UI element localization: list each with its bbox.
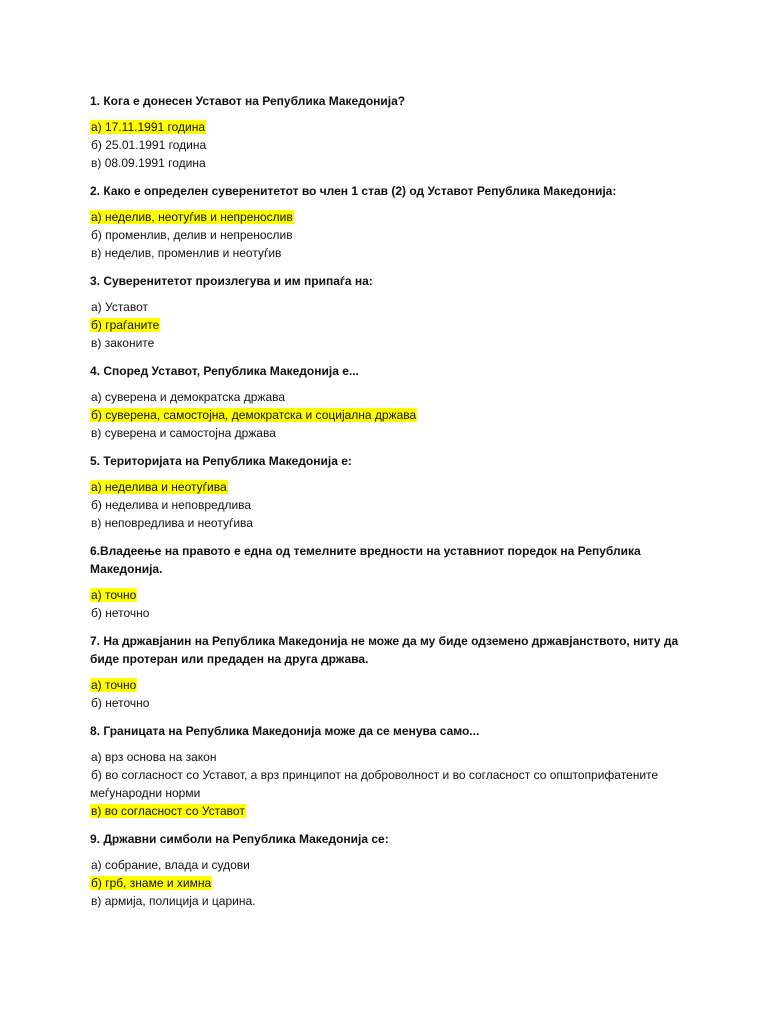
question-3 [90,272,690,352]
answer-text-highlighted: б) суверена, самостојна, демократска и социјална држава [91,408,417,422]
answer-text: б) променлив, делив и непренослив [91,228,293,242]
answer-item [90,334,690,352]
question-title: 5. Територијата на Република Македонија е: [90,454,352,468]
answer-item [90,676,690,694]
answer-text: в) неделив, променлив и неотуѓив [91,246,282,260]
answer-item [90,496,690,514]
answer-text: в) армија, полиција и царина. [91,894,256,908]
answer-text: а) Уставот [91,300,149,314]
answer-text: а) суверена и демократска држава [91,390,286,404]
answer-text-highlighted: а) точно [91,588,137,602]
question-title: 2. Како е определен суверенитетот во член 1 став (2) од Уставот Република Македонија: [90,184,617,198]
answer-list [90,388,690,442]
question-title: 7. На државјанин на Република Македонија не може да му биде одземено државјанството, ниту да биде протеран или предаден на друга држава. [90,634,679,666]
question-4 [90,362,690,442]
document-page [90,92,690,920]
answer-text: а) собрание, влада и судови [91,858,250,872]
answer-item [90,478,690,496]
question-6 [90,542,690,622]
answer-text: в) законите [91,336,155,350]
answer-item [90,406,690,424]
answer-text-highlighted: б) граѓаните [91,318,160,332]
answer-text: б) неточно [91,696,150,710]
answer-item [90,118,690,136]
question-2 [90,182,690,262]
answer-list [90,676,690,712]
question-5 [90,452,690,532]
answer-text-highlighted: а) точно [91,678,137,692]
answer-item [90,514,690,532]
question-title: 9. Државни симболи на Република Македонија се: [90,832,389,846]
answer-text-highlighted: а) 17.11.1991 година [91,120,206,134]
answer-item [90,694,690,712]
question-1 [90,92,690,172]
answer-text: а) врз основа на закон [91,750,217,764]
answer-item [90,244,690,262]
question-title: 3. Суверенитетот произлегува и им припаѓа на: [90,274,373,288]
answer-text-highlighted: а) неделив, неотуѓив и непренослив [91,210,293,224]
answer-item [90,298,690,316]
answer-item [90,388,690,406]
answer-text-highlighted: б) грб, знаме и химна [91,876,212,890]
question-9 [90,830,690,910]
answer-text: б) неделива и неповредлива [91,498,252,512]
answer-text-highlighted: а) неделива и неотуѓива [91,480,227,494]
answer-text: б) неточно [91,606,150,620]
answer-list [90,298,690,352]
question-7 [90,632,690,712]
answer-item [90,586,690,604]
answer-item [90,424,690,442]
answer-list [90,478,690,532]
answer-list [90,748,690,820]
answer-text-highlighted: в) во согласност со Уставот [91,804,245,818]
answer-item [90,874,690,892]
question-title: 4. Според Уставот, Република Македонија е... [90,364,359,378]
answer-text: в) 08.09.1991 година [91,156,206,170]
answer-item [90,856,690,874]
question-8 [90,722,690,820]
answer-text: б) во согласност со Уставот, а врз принципот на доброволност и во согласност со општоприфатените меѓународни норми [90,768,659,800]
answer-list [90,856,690,910]
answer-item [90,604,690,622]
answer-item [90,316,690,334]
answer-list [90,586,690,622]
question-title: 1. Кога е донесен Уставот на Република Македонија? [90,94,406,108]
answer-text: б) 25.01.1991 година [91,138,207,152]
answer-item [90,802,690,820]
answer-item [90,208,690,226]
question-title: 8. Границата на Република Македонија може да се менува само... [90,724,480,738]
answer-item [90,892,690,910]
answer-list [90,118,690,172]
answer-item [90,748,690,766]
answer-list [90,208,690,262]
answer-item [90,136,690,154]
answer-item [90,766,690,802]
question-title: 6.Владеење на правото е една од темелните вредности на уставниот поредок на Република Македонија. [90,544,641,576]
answer-item [90,154,690,172]
answer-text: в) суверена и самостојна држава [91,426,276,440]
answer-item [90,226,690,244]
answer-text: в) неповредлива и неотуѓива [91,516,253,530]
